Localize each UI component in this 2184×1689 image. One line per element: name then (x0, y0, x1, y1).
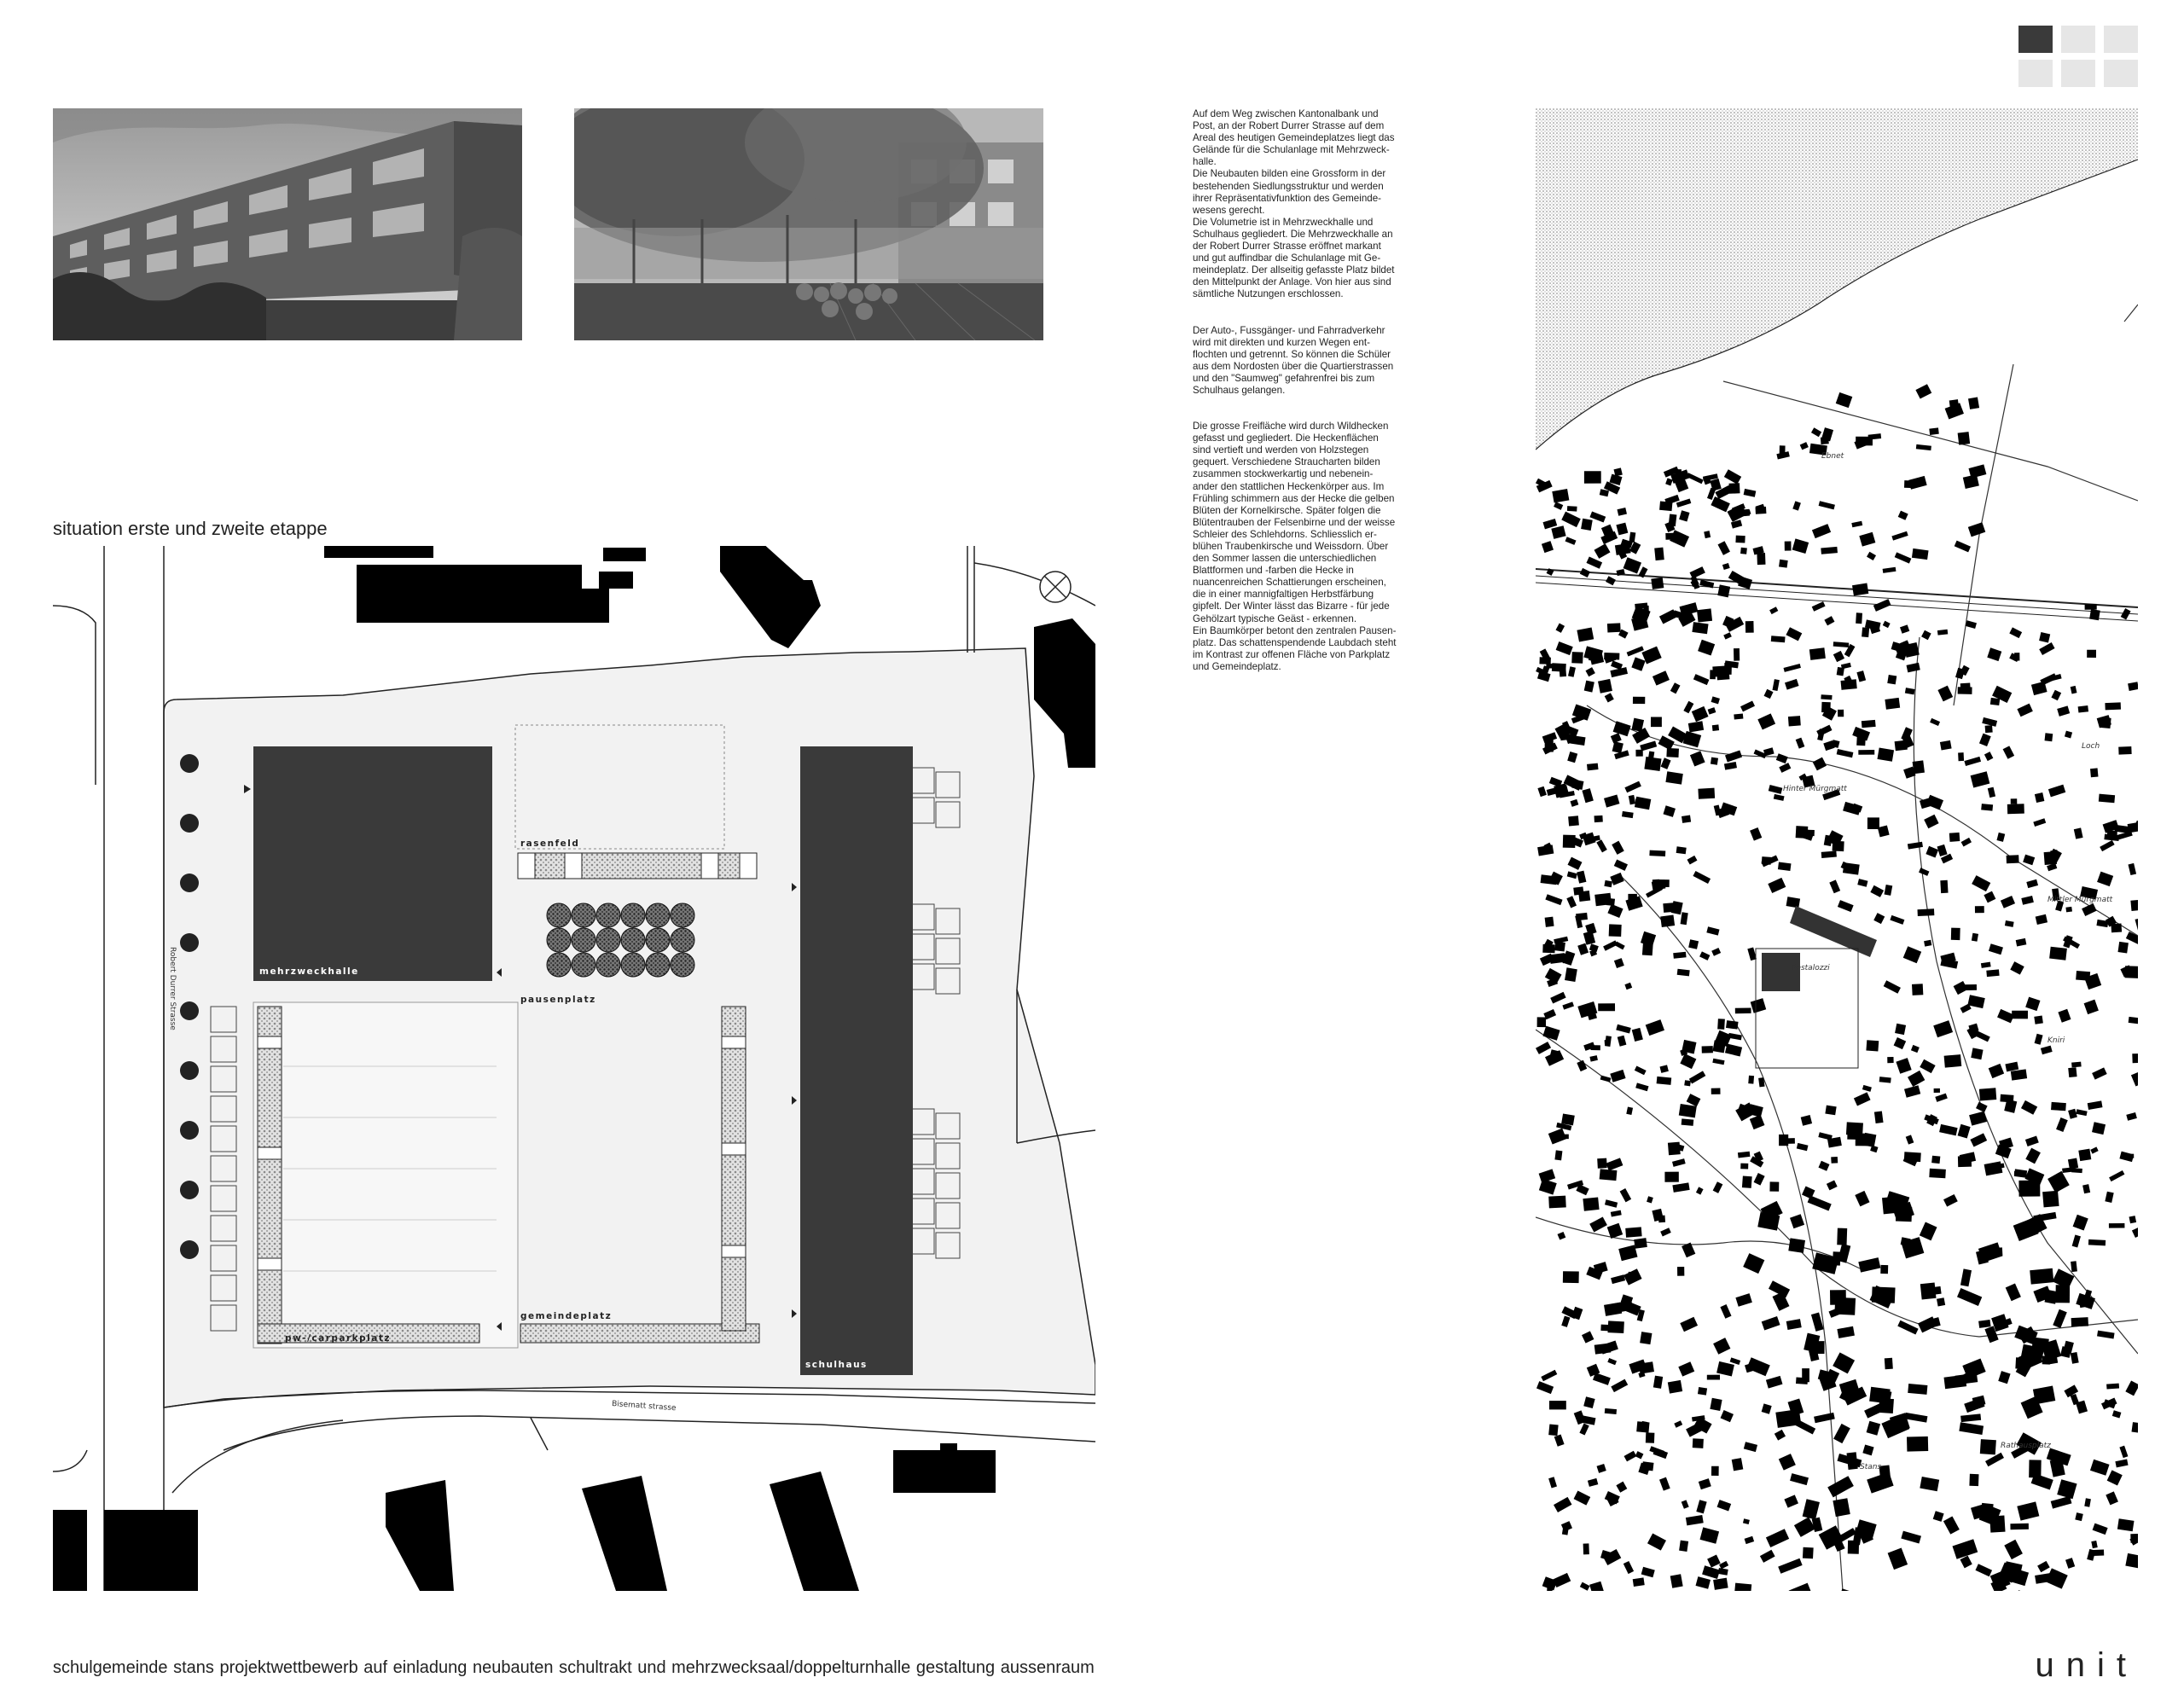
map-building (1831, 1157, 1838, 1164)
map-building (1548, 1425, 1558, 1437)
map-building (2118, 746, 2131, 755)
map-building (1713, 1040, 1726, 1053)
road-south (164, 1390, 1095, 1450)
map-building (1744, 509, 1750, 516)
map-building (1710, 670, 1716, 679)
map-building (2030, 1268, 2053, 1285)
map-building (1862, 720, 1876, 728)
map-building (1907, 1437, 1928, 1452)
map-building (1635, 798, 1644, 807)
map-building (2010, 1524, 2029, 1529)
map-building (1594, 893, 1612, 906)
map-building (1682, 1118, 1694, 1125)
map-label-3: Loch (2082, 742, 2100, 751)
map-building (1856, 1134, 1868, 1146)
map-building (1929, 427, 1939, 435)
brand-logo: unit (2035, 1646, 2138, 1684)
map-building (2117, 942, 2128, 954)
page-indicator-item (2061, 26, 2095, 53)
map-building (2068, 1158, 2078, 1170)
map-building (1904, 480, 1914, 488)
map-building (1698, 788, 1715, 799)
map-building (1856, 437, 1873, 446)
map-building (1539, 657, 1550, 665)
map-building (1821, 850, 1837, 857)
map-building (2042, 1191, 2059, 1208)
map-building (1937, 1297, 1945, 1306)
map-building (1605, 1408, 1617, 1414)
map-building (1633, 697, 1645, 704)
map-building (1814, 1341, 1825, 1354)
map-building (2090, 1550, 2104, 1557)
label-gemeindeplatz: gemeindeplatz (520, 1311, 613, 1321)
map-building (1880, 1265, 1888, 1274)
map-building (1560, 669, 1566, 677)
map-building (1625, 1227, 1641, 1237)
map-building (2129, 1216, 2137, 1223)
map-building (1598, 679, 1612, 694)
map-building (2089, 609, 2100, 620)
map-building (1697, 608, 1712, 622)
map-building (2071, 1168, 2082, 1173)
map-building (1981, 804, 1993, 811)
map-building (1975, 906, 1984, 913)
map-building (2056, 1285, 2071, 1303)
map-building (2071, 1062, 2082, 1068)
map-building (1980, 1439, 1996, 1454)
map-building (1745, 621, 1754, 633)
map-building (1825, 1106, 1836, 1116)
map-building (1779, 1135, 1788, 1146)
map-building (2130, 900, 2138, 911)
map-building (1565, 967, 1577, 982)
map-building (1682, 815, 1691, 823)
map-building (1862, 627, 1869, 637)
map-building (1607, 623, 1621, 632)
map-building (2007, 855, 2019, 863)
map-building (1633, 1577, 1645, 1587)
map-building (1931, 1156, 1940, 1164)
map-label-6: Kniri (2048, 1036, 2065, 1045)
map-building (1643, 606, 1648, 617)
map-building (1654, 548, 1664, 561)
map-building (2090, 768, 2098, 777)
map-building (1545, 917, 1554, 927)
map-building (1912, 984, 1923, 995)
map-building (2007, 804, 2024, 814)
map-building (1583, 1198, 1599, 1211)
map-building (1885, 1358, 1893, 1369)
map-building (1734, 714, 1743, 720)
map-building (1657, 1077, 1672, 1085)
map-building (2085, 604, 2097, 610)
map-building (1571, 652, 1583, 664)
map-building (1887, 675, 1896, 684)
map-building (1740, 548, 1747, 554)
map-building (1756, 507, 1767, 514)
map-building (1940, 880, 1948, 893)
map-building (1698, 1387, 1707, 1396)
map-building (1962, 984, 1977, 990)
rendering-street-view (53, 108, 522, 340)
map-building (1838, 710, 1844, 717)
map-building (2109, 1223, 2125, 1228)
map-building (1548, 1196, 1566, 1209)
map-building (2065, 907, 2072, 912)
map-building (1990, 698, 2000, 705)
map-building (2015, 1357, 2024, 1369)
page-indicator-item (2018, 60, 2053, 87)
label-street-south: Bisematt strasse (611, 1400, 677, 1413)
page-indicator-active (2018, 26, 2053, 53)
map-building (1578, 891, 1590, 902)
map-building (1866, 1040, 1879, 1051)
map-building (1874, 1111, 1884, 1123)
map-building (1641, 1421, 1648, 1428)
label-parkplatz: pw-/carparkplatz (285, 1333, 391, 1344)
map-building (1748, 1076, 1754, 1084)
map-building (2126, 1154, 2134, 1158)
map-building (1597, 1158, 1607, 1169)
map-building (1651, 717, 1662, 728)
page-indicator-item (2061, 60, 2095, 87)
map-building (2088, 1239, 2106, 1246)
description-paragraph-2: Der Auto-, Fussgänger- und Fahrradverkehr wird mit direkten und kurzen Wegen ent- flochten und getrennt. So können die Schüler aus dem Nordosten über die Quartierstrassen und den "Saumweg" gefahrenfrei bis zum Schulhaus gelangen. (1193, 324, 1394, 396)
map-building (1858, 750, 1874, 755)
map-building (1546, 664, 1556, 669)
map-building (1895, 1024, 1906, 1035)
map-building (1549, 1401, 1566, 1409)
map-building (1735, 1008, 1751, 1014)
map-building (1561, 1114, 1575, 1126)
plan-title: situation erste und zweite etappe (53, 518, 328, 539)
map-building (1702, 1046, 1713, 1053)
map-building (1949, 833, 1960, 842)
map-building (2106, 1384, 2119, 1390)
map-building (1785, 541, 1792, 550)
map-building (1920, 1282, 1937, 1299)
map-building (1986, 969, 1999, 977)
map-building (1985, 725, 1993, 733)
map-building (1568, 815, 1579, 826)
map-building (2099, 794, 2115, 804)
building-mehrzweckhalle (253, 746, 492, 981)
map-building (1677, 1267, 1684, 1276)
parking-lot (253, 1002, 518, 1348)
map-building (1951, 928, 1960, 940)
map-building (1646, 1432, 1655, 1442)
map-building (1918, 908, 1935, 916)
map-building (1779, 560, 1788, 568)
map-building (1885, 698, 1900, 710)
map-building (1726, 1020, 1739, 1030)
map-building (1757, 553, 1765, 565)
map-building (1644, 757, 1661, 771)
map-building (1600, 1325, 1616, 1332)
map-building (2078, 705, 2088, 712)
map-building (2018, 1181, 2040, 1197)
map-building (1649, 850, 1665, 856)
map-building (2071, 1317, 2088, 1326)
map-building (1554, 942, 1565, 952)
map-building (1563, 1271, 1579, 1283)
map-building (1660, 914, 1675, 927)
map-building (1537, 1017, 1547, 1027)
map-building (1734, 648, 1740, 661)
map-building (2051, 1102, 2066, 1111)
label-rasenfeld: rasenfeld (520, 839, 580, 849)
map-building (1771, 636, 1786, 642)
map-building (2068, 1067, 2077, 1077)
map-building (1778, 862, 1792, 871)
map-building (1848, 1541, 1859, 1554)
map-building (1821, 694, 1832, 699)
town-map (1536, 108, 2138, 1591)
map-building (1679, 1541, 1688, 1552)
map-building (1713, 1578, 1728, 1590)
map-building (1833, 1498, 1850, 1517)
map-building (1545, 740, 1554, 752)
map-building (1979, 1088, 1996, 1100)
map-building (2071, 1261, 2077, 1272)
map-building (1929, 1169, 1946, 1178)
map-building (1887, 1057, 1893, 1063)
site-plan (53, 546, 1095, 1591)
map-building (2049, 947, 2067, 961)
map-building (2011, 798, 2018, 804)
map-building (1735, 536, 1745, 543)
map-building (1895, 740, 1908, 752)
map-building (1971, 1048, 1983, 1059)
map-building (1732, 1458, 1744, 1471)
map-building (1584, 471, 1601, 483)
map-building (1640, 1332, 1652, 1344)
map-building (1837, 1228, 1847, 1245)
street-trees (180, 754, 199, 1259)
map-building (1958, 1156, 1972, 1167)
map-building (2034, 1016, 2043, 1024)
map-building (1833, 841, 1844, 851)
map-building (1634, 1238, 1647, 1249)
map-building (1960, 683, 1971, 692)
map-building (1560, 733, 1570, 740)
rendering-courtyard-view (574, 108, 1043, 340)
map-building (1908, 1384, 1927, 1395)
map-building (1711, 1466, 1719, 1476)
map-building (1802, 1368, 1809, 1382)
map-building (1934, 1088, 1940, 1093)
map-building (2000, 1094, 2013, 1103)
map-building (2014, 653, 2019, 660)
map-building (1693, 1438, 1704, 1448)
map-building (1651, 578, 1664, 589)
map-building (1712, 724, 1719, 731)
map-building (1567, 506, 1577, 511)
map-label-7: Stans (1860, 1463, 1882, 1471)
map-building (1549, 953, 1565, 964)
map-label-2: Hinter Mürgmatt (1783, 785, 1847, 793)
description-paragraph-1: Auf dem Weg zwischen Kantonalbank und Post, an der Robert Durrer Strasse auf dem Areal des heutigen Gemeindeplatzes liegt das Gelände für die Schulanlage mit Mehrzweck- halle. Die Neubauten bilden eine Grossform in der bestehenden Siedlungsstruktur und werden ihrer Repräsentativfunktion des Gemeinde- wesens gerecht. Die Volumetrie ist in Mehrzweckhalle und Schulhaus gegliedert. Die Mehrzweckhalle an der Robert Durrer Strasse eröffnet markant und gut auffindbar die Schulanlage mit Ge- meindeplatz. Der allseitig gefasste Platz bildet den Mittelpunkt der Anlage. Von hier aus sind sämtliche Nutzungen erschlossen. (1193, 108, 1395, 300)
map-building (1969, 1474, 1978, 1486)
map-building (1710, 1398, 1722, 1411)
map-building (1668, 1142, 1681, 1156)
north-arrow-icon (1040, 572, 1071, 602)
map-building (2087, 650, 2096, 658)
map-building (2014, 1171, 2020, 1175)
map-building (1809, 647, 1826, 660)
map-building (1717, 1019, 1725, 1030)
label-pausenplatz: pausenplatz (520, 995, 596, 1005)
label-street-west: Robert Durrer Strasse (168, 947, 177, 1030)
page-indicator (2018, 26, 2138, 87)
page-indicator-item (2104, 26, 2138, 53)
map-building (1788, 716, 1801, 726)
map-building (1856, 612, 1862, 624)
map-building (1711, 757, 1718, 765)
map-building (1740, 1164, 1748, 1170)
page-indicator-item (2104, 60, 2138, 87)
map-building (1663, 903, 1681, 913)
map-building (2045, 733, 2053, 741)
map-building (1600, 1169, 1618, 1181)
map-label-1: Ebnet (1821, 452, 1844, 461)
map-building (1830, 1290, 1846, 1305)
map-building (1668, 1380, 1682, 1394)
map-building (1867, 817, 1879, 829)
map-building (1769, 1181, 1779, 1191)
map-building (1587, 763, 1599, 771)
map-building (1804, 830, 1814, 837)
map-label-8: Rathausplatz (2001, 1442, 2051, 1450)
map-building (2132, 1053, 2138, 1063)
map-building (1821, 702, 1831, 712)
map-label-4: Mittler Mürgmatt (2048, 896, 2113, 904)
map-building (1642, 1461, 1654, 1471)
map-building (1581, 519, 1593, 531)
map-building (1729, 483, 1740, 494)
map-building (1852, 583, 1868, 596)
map-building (1609, 924, 1622, 937)
map-building (2105, 702, 2121, 710)
map-building (1594, 815, 1603, 822)
map-building (1711, 1088, 1721, 1094)
map-building (1742, 1176, 1752, 1188)
map-building (1707, 1375, 1720, 1380)
map-building (1684, 1080, 1691, 1086)
map-building (1788, 1238, 1805, 1252)
map-building (1717, 584, 1730, 597)
map-building (1833, 1251, 1840, 1265)
map-building (1542, 944, 1555, 953)
label-schulhaus: schulhaus (805, 1360, 868, 1370)
map-building (2117, 1518, 2135, 1531)
map-building (1958, 432, 1971, 445)
map-building (1657, 879, 1670, 887)
map-building (1598, 1003, 1615, 1011)
description-text (1193, 108, 1432, 697)
map-building (1803, 1547, 1814, 1559)
map-building (1670, 1574, 1683, 1588)
map-building (1944, 1054, 1962, 1068)
description-paragraph-3: Die grosse Freifläche wird durch Wildhecken gefasst und gegliedert. Die Heckenflächen sind vertieft und werden von Holzstegen gequert. Verschiedene Straucharten bilden zusammen stockwerkartig und nebenein- ander den stattlichen Heckenkörper aus. Im Frühling schimmern aus der Hecke die gelben Blüten der Kornelkirsche. Später folgen die Blütentrauben der Felsenbirne und der weisse Schleier des Schlehdorns. Schliesslich er- blühen Traubenkirsche und Weissdorn. Über den Sommer lassen die unterschiedlichen Blattformen und -farben die Hecke in nuancenreichen Schattierungen erscheinen, die in einer mannigfaltigen Herbstfärbung gipfelt. Der Winter lässt das Bizarre - für jede Gehölzart typische Geäst - erkennen. Ein Baumkörper betont den zentralen Pausen- platz. Das schattenspendende Laubdach steht im Kontrast zur offenen Fläche von Parkplatz und Gemeindeplatz. (1193, 421, 1397, 672)
map-building (1679, 1104, 1697, 1117)
map-building (2012, 1011, 2028, 1019)
label-mehrzweckhalle: mehrzweckhalle (259, 966, 359, 977)
building-schulhaus (800, 746, 913, 1375)
map-building (1554, 1150, 1562, 1160)
map-building (1556, 1135, 1569, 1140)
map-building (1664, 1172, 1678, 1182)
map-building (1676, 846, 1687, 854)
footer-caption: schulgemeinde stans projektwettbewerb auf einladung neubauten schultrakt und mehrzwecksaal/doppelturnhalle gestaltung aussenraum (53, 1658, 1095, 1677)
map-building (1968, 398, 1979, 409)
map-building (1847, 1452, 1858, 1470)
map-building (2078, 1149, 2091, 1161)
map-building (1666, 748, 1679, 757)
map-label-5: Pestalozzi (1792, 964, 1830, 972)
map-building (1583, 1543, 1589, 1554)
map-building (1877, 748, 1894, 762)
map-building (1958, 752, 1964, 761)
map-building (1949, 399, 1960, 411)
map-building (2076, 971, 2090, 981)
